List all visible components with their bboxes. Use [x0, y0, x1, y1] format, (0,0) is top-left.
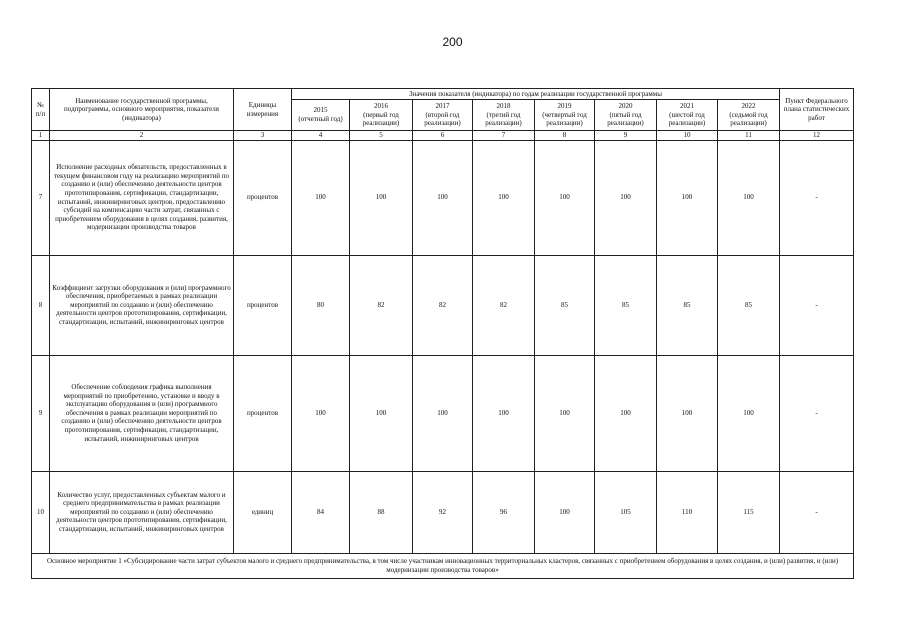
column-number: 3 [234, 131, 292, 141]
footer-note: Основное мероприятие 1 «Субсидирование части затрат субъектов малого и среднего предпринимательства, в том числе участникам инновационных территориальных кластеров, связанных с приобретением оборудования в целях создания, и (или) развития, и (или) модернизации производства товаров» [32, 553, 854, 578]
row-value: 100 [413, 140, 473, 255]
row-unit: процентов [234, 140, 292, 255]
row-num: 10 [32, 471, 50, 553]
column-number: 6 [413, 131, 473, 141]
row-name: Коэффициент загрузки оборудования и (или) программного обеспечения, приобретаемых в рамках реализации мероприятий по созданию и (или) обеспечению деятельности центров прототипирования, сертификации, стандартизации, испытаний, инжиниринговых центров [50, 255, 234, 355]
header-plan: Пункт Федерального плана статистических работ [780, 89, 854, 131]
header-year: 2015 (отчетный год) [292, 100, 350, 131]
header-num: № п/п [32, 89, 50, 131]
column-number: 12 [780, 131, 854, 141]
row-value: 100 [473, 355, 535, 471]
row-value: 100 [718, 355, 780, 471]
row-value: 92 [413, 471, 473, 553]
column-number: 7 [473, 131, 535, 141]
column-number: 10 [657, 131, 718, 141]
row-value: 100 [595, 355, 657, 471]
row-unit: единиц [234, 471, 292, 553]
row-value: 88 [350, 471, 413, 553]
row-value: 82 [473, 255, 535, 355]
row-value: 85 [535, 255, 595, 355]
column-number: 5 [350, 131, 413, 141]
row-value: 100 [535, 140, 595, 255]
row-value: 84 [292, 471, 350, 553]
header-year: 2017 (второй год реализации) [413, 100, 473, 131]
column-number: 4 [292, 131, 350, 141]
row-value: 100 [413, 355, 473, 471]
row-value: 82 [413, 255, 473, 355]
row-value: 100 [292, 355, 350, 471]
row-name: Исполнение расходных обязательств, предоставленных в текущем финансовом году на реализацию мероприятий по созданию и (или) обеспечению деятельности центров прототипирования, сертификации, стандартизации, испытаний, инжиниринговых центров, предоставлению субсидий на компенсацию части затрат, связанных с приобретением оборудования в целях создания, развития, модернизации производства товаров [50, 140, 234, 255]
row-value: 100 [657, 355, 718, 471]
row-num: 9 [32, 355, 50, 471]
header-year: 2018 (третий год реализации) [473, 100, 535, 131]
header-name: Наименование государственной программы, подпрограммы, основного мероприятия, показателя (индикатора) [50, 89, 234, 131]
column-number: 9 [595, 131, 657, 141]
header-year: 2020 (пятый год реализации) [595, 100, 657, 131]
row-value: 100 [350, 355, 413, 471]
row-name: Обеспечение соблюдения графика выполнения мероприятий по приобретению, установке и вводу в эксплуатацию оборудования и (или) программного обеспечения в рамках реализации мероприятий по созданию и (или) обеспечению деятельности центров прототипирования, сертификации, стандартизации, испытаний, инжиниринговых центров [50, 355, 234, 471]
row-value: 100 [473, 140, 535, 255]
row-value: 100 [535, 471, 595, 553]
row-value: 100 [535, 355, 595, 471]
page-number: 200 [442, 35, 463, 49]
row-plan: - [780, 140, 854, 255]
row-value: 100 [292, 140, 350, 255]
indicators-table [31, 88, 854, 579]
row-value: 96 [473, 471, 535, 553]
row-num: 8 [32, 255, 50, 355]
row-value: 100 [350, 140, 413, 255]
header-year: 2022 (седьмой год реализации) [718, 100, 780, 131]
table-row [32, 140, 854, 255]
column-number: 1 [32, 131, 50, 141]
row-name: Количество услуг, предоставленных субъектам малого и среднего предпринимательства в рамках реализации мероприятий по созданию и (или) обеспечению деятельности центров прототипирования, сертификации, стандартизации, испытаний, инжиниринговых центров [50, 471, 234, 553]
row-value: 100 [718, 140, 780, 255]
row-num: 7 [32, 140, 50, 255]
table-row [32, 255, 854, 355]
row-value: 110 [657, 471, 718, 553]
row-value: 105 [595, 471, 657, 553]
row-value: 100 [595, 140, 657, 255]
column-number: 2 [50, 131, 234, 141]
row-unit: процентов [234, 355, 292, 471]
column-number: 11 [718, 131, 780, 141]
header-year: 2019 (четвертый год реализации) [535, 100, 595, 131]
row-value: 82 [350, 255, 413, 355]
column-number: 8 [535, 131, 595, 141]
row-plan: - [780, 255, 854, 355]
column-numbers-row [32, 131, 854, 141]
header-values-group: Значения показателя (индикатора) по годам реализации государственной программы [292, 89, 780, 100]
row-value: 85 [718, 255, 780, 355]
row-value: 85 [595, 255, 657, 355]
header-year: 2016 (первый год реализации) [350, 100, 413, 131]
row-value: 80 [292, 255, 350, 355]
row-value: 115 [718, 471, 780, 553]
row-plan: - [780, 471, 854, 553]
row-value: 85 [657, 255, 718, 355]
header-row [32, 89, 854, 100]
row-unit: процентов [234, 255, 292, 355]
row-value: 100 [657, 140, 718, 255]
header-unit: Единицы измерения [234, 89, 292, 131]
table-row [32, 471, 854, 553]
header-year: 2021 (шестой год реализации) [657, 100, 718, 131]
row-plan: - [780, 355, 854, 471]
table-row [32, 355, 854, 471]
footer-row [32, 553, 854, 578]
